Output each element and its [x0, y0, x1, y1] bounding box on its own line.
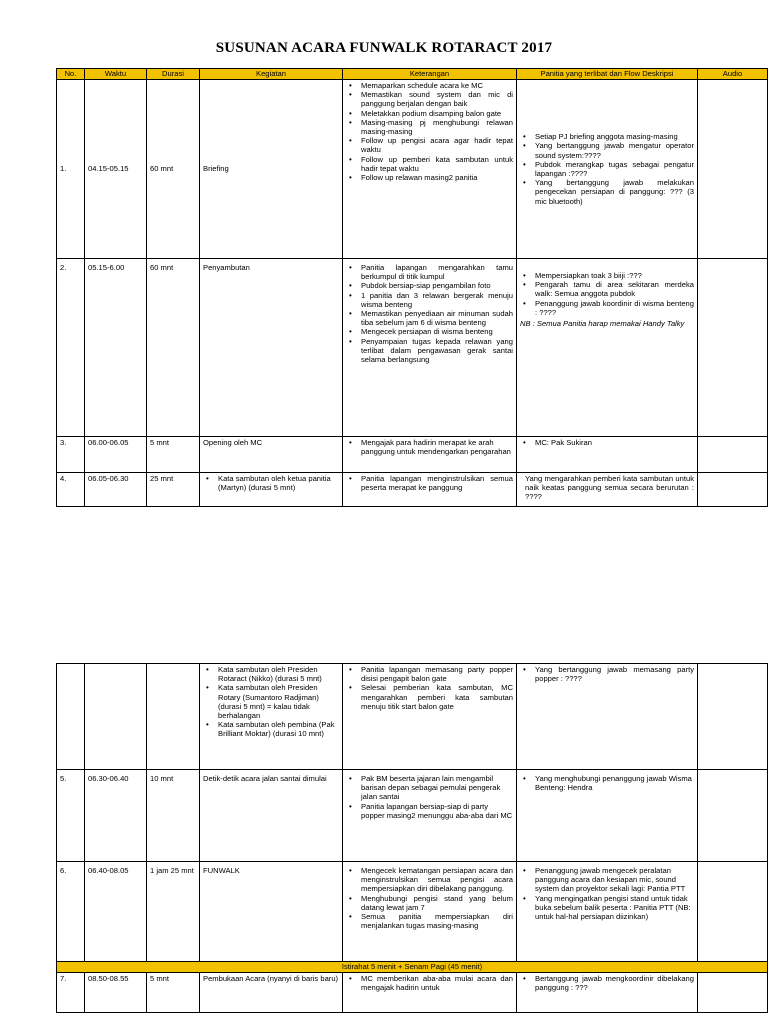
header-panitia: Panitia yang terlibat dan Flow Deskripsi [517, 69, 698, 80]
row-audio [698, 259, 768, 437]
list-item: • Meletakkan podium disamping balon gate [346, 109, 513, 118]
break-row [57, 962, 768, 973]
list-item: • MC: Pak Sukiran [520, 438, 694, 447]
table-header-row [57, 69, 768, 80]
row-kegiatan: Pembukaan Acara (nyanyi di baris baru) [200, 973, 343, 1013]
row-audio [698, 973, 768, 1013]
row-waktu: 06.05-06.30 [85, 473, 147, 507]
list-item: • 1 panitia dan 3 relawan bergerak menuju wisma benteng [346, 291, 513, 309]
row-waktu: 06.00-06.05 [85, 437, 147, 473]
header-keterangan: Keterangan [343, 69, 517, 80]
list-item: • Pak BM beserta jajaran lain mengambil barisan depan sebagai pemulai pengerak jalan santai [346, 774, 513, 802]
row-kegiatan: Briefing [200, 80, 343, 259]
row-panitia [517, 664, 698, 770]
header-kegiatan: Kegiatan [200, 69, 343, 80]
break-label: Istirahat 5 menit + Senam Pagi (45 menit) [57, 962, 768, 973]
list-item: • Yang bertanggung jawab mengatur operator sound system:???? [520, 141, 694, 159]
schedule-table-page1 [56, 68, 768, 507]
table-row [57, 664, 768, 770]
list-item: • Semua panitia mempersiapkan diri menjalankan tugas masing-masing [346, 912, 513, 930]
list-item: • Yang bertanggung jawab melakukan pengecekan persiapan di panggung: ??? (3 mic bluetooth) [520, 178, 694, 206]
row-keterangan [343, 437, 517, 473]
row-waktu: 06.40-08.05 [85, 862, 147, 962]
row-keterangan [343, 80, 517, 259]
row-audio [698, 473, 768, 507]
row-no: 4. [57, 473, 85, 507]
row-audio [698, 664, 768, 770]
row-panitia [517, 259, 698, 437]
row-panitia [517, 437, 698, 473]
row-kegiatan: Penyambutan [200, 259, 343, 437]
list-item: • Kata sambutan oleh Presiden Rotary (Sumantoro Radjiman) (durasi 5 mnt) = kalau tidak berhalangan [203, 683, 339, 720]
row-audio [698, 80, 768, 259]
row-keterangan [343, 664, 517, 770]
row-durasi: 25 mnt [147, 473, 200, 507]
header-waktu: Waktu [85, 69, 147, 80]
list-item: • Follow up pengisi acara agar hadir tepat waktu [346, 136, 513, 154]
list-item: • Follow up pemberi kata sambutan untuk hadir tepat waktu [346, 155, 513, 173]
list-item: • Setiap PJ briefing anggota masing-masing [520, 132, 694, 141]
row-durasi: 10 mnt [147, 770, 200, 862]
list-item: • Follow up relawan masing2 panitia [346, 173, 513, 182]
schedule-table-page2 [56, 663, 768, 1013]
table-row [57, 80, 768, 259]
list-item: • Kata sambutan oleh pembina (Pak Brilliant Moktar) (durasi 10 mnt) [203, 720, 339, 738]
row-waktu: 06.30-06.40 [85, 770, 147, 862]
list-item: • Mempersiapkan toak 3 biiji :??? [520, 271, 694, 280]
list-item: • Memaparkan schedule acara ke MC [346, 81, 513, 90]
row-panitia [517, 973, 698, 1013]
list-item: • Panitia lapangan mengarahkan tamu berkumpul di titik kumpul [346, 263, 513, 281]
handy-talky-note: NB : Semua Panitia harap memakai Handy Talky [520, 319, 685, 329]
row-no [57, 664, 85, 770]
row-no: 3. [57, 437, 85, 473]
row-panitia [517, 862, 698, 962]
row-no: 7. [57, 973, 85, 1013]
row-durasi: 1 jam 25 mnt [147, 862, 200, 962]
row-keterangan [343, 770, 517, 862]
row-keterangan [343, 473, 517, 507]
list-item: • Masing-masing pj menghubungi relawan masing-masing [346, 118, 513, 136]
list-item: • Pengarah tamu di area sekitaran merdeka walk: Semua anggota pubdok [520, 280, 694, 298]
list-item: • Penanggung jawab mengecek peralatan panggung acara dan kesiapan mic, sound system dan proyektor sekali lagi: Pantia PTT [520, 866, 694, 894]
header-no: No. [57, 69, 85, 80]
row-panitia [517, 80, 698, 259]
table-row [57, 473, 768, 507]
header-audio: Audio [698, 69, 768, 80]
list-item: • Kata sambutan oleh Presiden Rotaract (Nikko) (durasi 5 mnt) [203, 665, 339, 683]
row-no: 2. [57, 259, 85, 437]
row-kegiatan: Detik-detik acara jalan santai dimulai [200, 770, 343, 862]
list-item: • Panitia lapangan menginstrulsikan semua peserta merapat ke panggung [346, 474, 513, 492]
row-keterangan [343, 259, 517, 437]
table-row [57, 259, 768, 437]
row-waktu: 04.15-05.15 [85, 80, 147, 259]
list-item: • Penyampaian tugas kepada relawan yang terlibat dalam pengawasan gerak santai selama berlangsung [346, 337, 513, 365]
list-item: • Kata sambutan oleh ketua panitia (Martyn) (durasi 5 mnt) [203, 474, 339, 492]
row-kegiatan [200, 664, 343, 770]
document-title: SUSUNAN ACARA FUNWALK ROTARACT 2017 [215, 40, 553, 56]
list-item: • Bertanggung jawab mengkoordinir dibelakang panggung : ??? [520, 974, 694, 992]
row-durasi: 5 mnt [147, 437, 200, 473]
list-item: • Pubdok bersiap-siap pengambilan foto [346, 281, 513, 290]
list-item: • Mengajak para hadirin merapat ke arah panggung untuk mendengarkan pengarahan [346, 438, 513, 456]
row-panitia [517, 473, 698, 507]
row-no: 5. [57, 770, 85, 862]
row-no: 6. [57, 862, 85, 962]
list-item: • Panitia lapangan memasang party popper disisi pengapit balon gate [346, 665, 513, 683]
row-kegiatan: Opening oleh MC [200, 437, 343, 473]
row-waktu [85, 664, 147, 770]
row-no: 1. [57, 80, 85, 259]
row-audio [698, 770, 768, 862]
row-durasi: 5 mnt [147, 973, 200, 1013]
list-item: • Memastikan sound system dan mic di panggung berjalan dengan baik [346, 90, 513, 108]
table-row [57, 973, 768, 1013]
header-durasi: Durasi [147, 69, 200, 80]
list-item: • Mengecek kematangan persiapan acara dan menginstrulsikan semua pengisi acara mempersiapkan diri dibelakang panggung. [346, 866, 513, 894]
list-item: • Pubdok merangkap tugas sebagai pengatur lapangan :???? [520, 160, 694, 178]
row-keterangan [343, 973, 517, 1013]
row-durasi: 60 mnt [147, 80, 200, 259]
list-item: • Menghubungi pengisi stand yang belum datang lewat jam 7 [346, 894, 513, 912]
list-item: • Panitia lapangan bersiap-siap di party popper masing2 menunggu aba-aba dari MC [346, 802, 513, 820]
list-item: • Selesai pemberian kata sambutan, MC mengarahkan pemberi kata sambutan menuju titik start balon gate [346, 683, 513, 711]
list-item: • MC memberikan aba-aba mulai acara dan mengajak hadirin untuk [346, 974, 513, 992]
list-item: • Yang menghubungi penanggung jawab Wisma Benteng: Hendra [520, 774, 694, 792]
table-row [57, 862, 768, 962]
row-audio [698, 437, 768, 473]
row-waktu: 08.50-08.55 [85, 973, 147, 1013]
row-durasi: 60 mnt [147, 259, 200, 437]
list-item: • Penanggung jawab koordinir di wisma benteng : ???? [520, 299, 694, 317]
list-item: • Memastikan penyediaan air minuman sudah tiba sebelum jam 6 di wisma benteng [346, 309, 513, 327]
list-item: • Mengecek persiapan di wisma benteng [346, 327, 513, 336]
row-audio [698, 862, 768, 962]
row-kegiatan: FUNWALK [200, 862, 343, 962]
row-panitia [517, 770, 698, 862]
row-kegiatan [200, 473, 343, 507]
row-durasi [147, 664, 200, 770]
table-row [57, 770, 768, 862]
panitia-text: Yang mengarahkan pemberi kata sambutan untuk naik keatas panggung semua secara berurutan : ???? [525, 474, 694, 502]
list-item: • Yang bertanggung jawab memasang party popper : ???? [520, 665, 694, 683]
row-waktu: 05.15-6.00 [85, 259, 147, 437]
row-keterangan [343, 862, 517, 962]
list-item: • Yang mengingatkan pengisi stand untuk tidak buka sebelum balik peserta : Panitia PTT (NB: untuk hal-hal persiapan diizinkan) [520, 894, 694, 922]
table-row [57, 437, 768, 473]
